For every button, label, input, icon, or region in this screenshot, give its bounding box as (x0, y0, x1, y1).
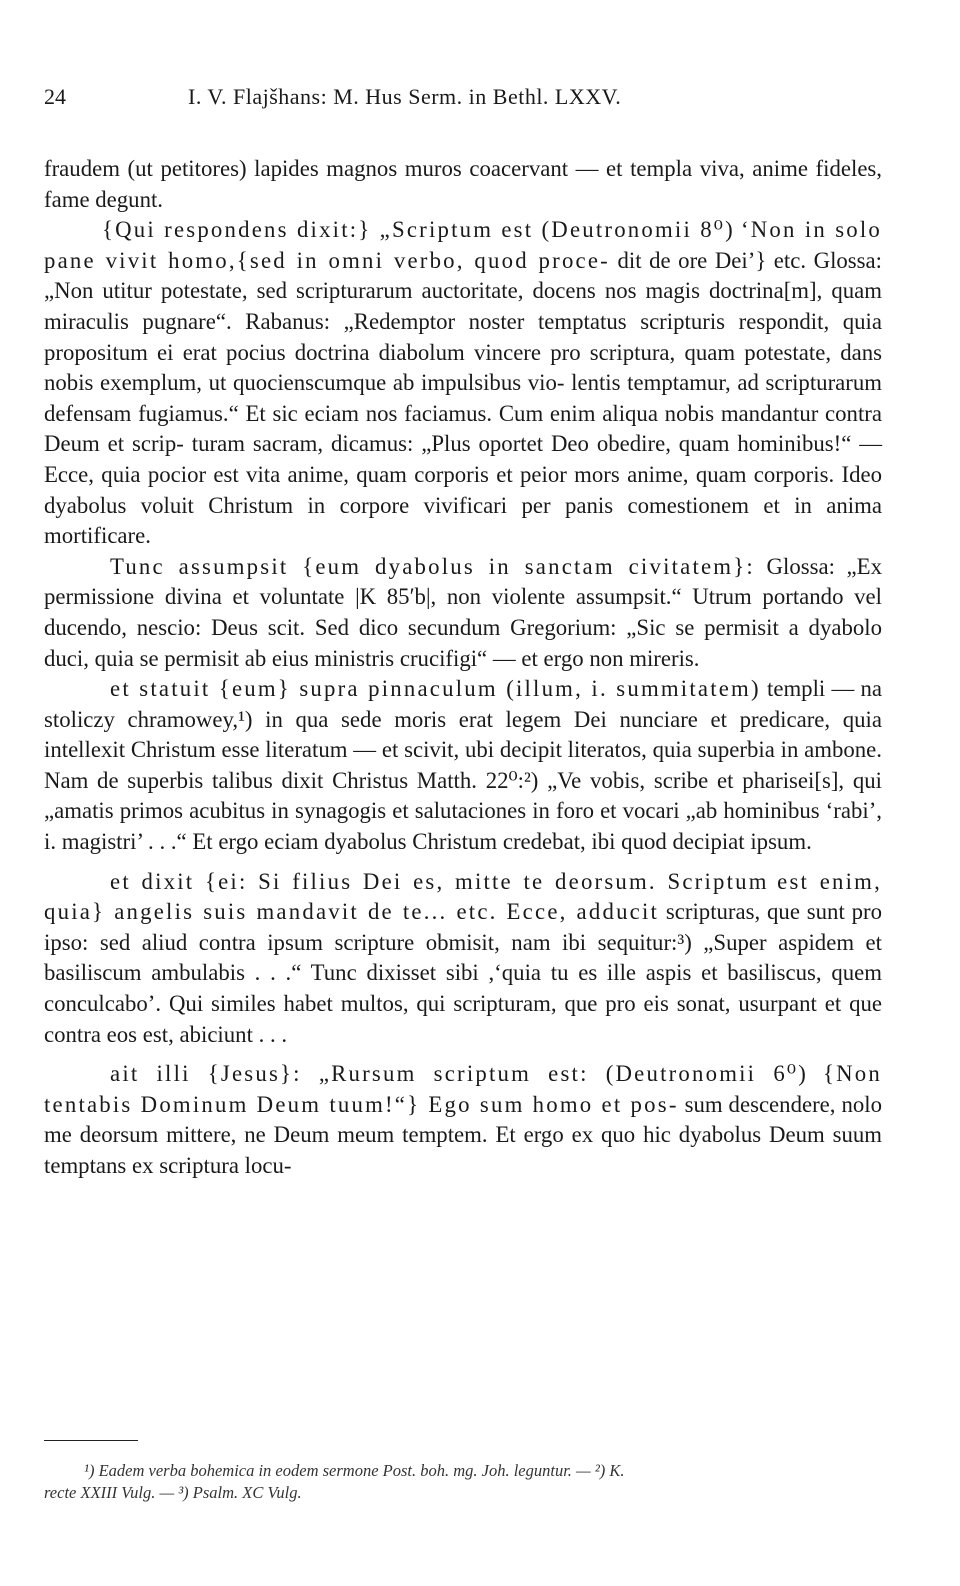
page-number: 24 (44, 84, 66, 109)
text-line: „amatis primos acubitus in synagogis et salutaciones in foro et vocari (44, 798, 680, 824)
footnote-line (44, 1460, 882, 1482)
text-line: similes habet multos, qui scripturam, que pro eis sonat, usurpant et que (211, 991, 882, 1017)
text-line: — Ecce, quia pocior est vita anime, quam corporis et peior mors anime, (44, 431, 883, 487)
text-line: viva, anime fideles, fame degunt. (44, 156, 883, 212)
text-line: quam corporis. Ideo dyabolus voluit Christum in corpore vivificari per (44, 461, 882, 518)
text-line: dixisset sibi ,‘quia tu es ille aspis et basiliscus, quem conculcabo’. Qui (44, 960, 882, 1017)
text-line: ait illi {Jesus}: „Rursum scriptum est: (Deutronomii 6⁰) (110, 1061, 809, 1087)
text-line: turam sacram, dicamus: „Plus oportet Deo obedire, quam hominibus!“ (191, 431, 852, 457)
text-line: propositum ei erat pocius doctrina diabolum vincere pro scriptura, quam (44, 339, 736, 365)
footnote-line (44, 1482, 882, 1504)
page-header (44, 84, 924, 114)
text-line: Tunc assumpsit {eum dyabolus in sanctam civitatem}: (110, 553, 755, 579)
paragraph-4 (44, 674, 882, 858)
text-line: ab eius ministris crucifigi“ — et ergo non mireris. (244, 645, 700, 671)
text-line: Glossa: „Ex permissione divina et voluntate |K 85ʹb|, non violente (44, 553, 882, 610)
running-head: I. V. Flajšhans: M. Hus Serm. in Bethl. LXXV. (188, 84, 622, 109)
footnote-text: ¹) Eadem verba bohemica in eodem sermone Post. boh. mg. Joh. leguntur. — ²) K. (84, 1461, 625, 1480)
text-line: lentis temptamur, ad scripturarum defensam fugiamus.“ Et sic eciam (44, 370, 882, 426)
text-line: nam ibi sequitur:³) „Super aspidem et basiliscum ambulabis . . .“ Tunc (44, 929, 882, 986)
text-line: nos faciamus. Cum enim aliqua nobis mandantur contra Deum et scrip- (44, 400, 883, 457)
text-line: Et ergo ex quo hic dyabolus Deum suum temptans ex scriptura locu- (44, 1122, 882, 1178)
text-line: fraudem (ut petitores) lapides magnos muros coacervant — et templa (44, 156, 693, 181)
text-line: „ab hominibus ‘rabi’, i. magistri’ . . .“ Et ergo eciam dyabolus Christum (44, 798, 883, 855)
text-line: ‘Non in solo pane vivit homo,{sed in omni verbo, quod proce- (44, 217, 882, 273)
paragraph-5 (44, 867, 882, 1051)
text-line: scripturas, que sunt pro ipso: sed aliud contra ipsum scripture obmisit, (44, 899, 882, 955)
footnote-rule (44, 1440, 138, 1441)
text-line: sum descendere, nolo me deorsum mittere, ne Deum meum temptem. (44, 1091, 882, 1148)
text-line: dit de ore Dei’} etc. Glossa: „Non utitur potestate, sed scripturarum (44, 247, 883, 304)
text-line: {Non tentabis Dominum Deum tuum!“} Ego sum homo et pos- (44, 1061, 882, 1117)
text-line: auctoritate, docens nos magis doctrina[m], quam miraculis pugnare“. (44, 278, 882, 334)
footnotes (44, 1460, 882, 1504)
text-line: talibus dixit Christus Matth. 22⁰:²) „Ve vobis, scribe et pharisei[s], qui (212, 767, 882, 793)
footnote-text: recte XXIII Vulg. — ³) Psalm. XC Vulg. (44, 1483, 302, 1502)
text-line: et statuit {eum} supra pinnaculum (illum, i. summitatem) (110, 676, 761, 702)
text-line: panis comestionem et in anima mortificare. (44, 492, 882, 549)
paragraph-1 (44, 154, 882, 215)
text-line: assumpsit.“ Utrum portando vel ducendo, nescio: Deus scit. Sed dico (44, 584, 882, 640)
text-line: nunciare et predicare, quia intellexit Christum esse literatum — et (44, 706, 883, 763)
text-line: scivit, ubi decipit literatos, quia superbia in ambone. Nam de superbis (44, 737, 882, 793)
text-line: Rabanus: „Redemptor noster temptatus scripturis respondit, quia (245, 308, 882, 334)
text-line: potestate, dans nobis exemplum, ut quocienscumque ab impulsibus vio- (44, 339, 882, 396)
text-line: templi — na stoliczy chramowey,¹) in qua sede moris erat legem Dei (44, 676, 882, 732)
text-line: et dixit {ei: Si filius Dei es, mitte te deorsum. Scriptum (110, 868, 769, 894)
main-text (44, 154, 882, 1182)
text-line: secundum Gregorium: „Sic se permisit a dyabolo duci, quia se permisit (44, 614, 882, 671)
paragraph-2 (44, 215, 882, 552)
paragraph-6 (44, 1059, 882, 1181)
text-line: {Qui respondens dixit:} „Scriptum est (Deutronomii 8⁰) (102, 217, 735, 243)
text-line: credebat, ibi quod decipiat ipsum. (502, 829, 812, 855)
paragraph-3 (44, 552, 882, 674)
text-line: est enim, quia} angelis suis mandavit de te... etc. Ecce, adducit (44, 868, 882, 925)
text-line: contra eos est, abiciunt . . . (44, 1021, 288, 1047)
